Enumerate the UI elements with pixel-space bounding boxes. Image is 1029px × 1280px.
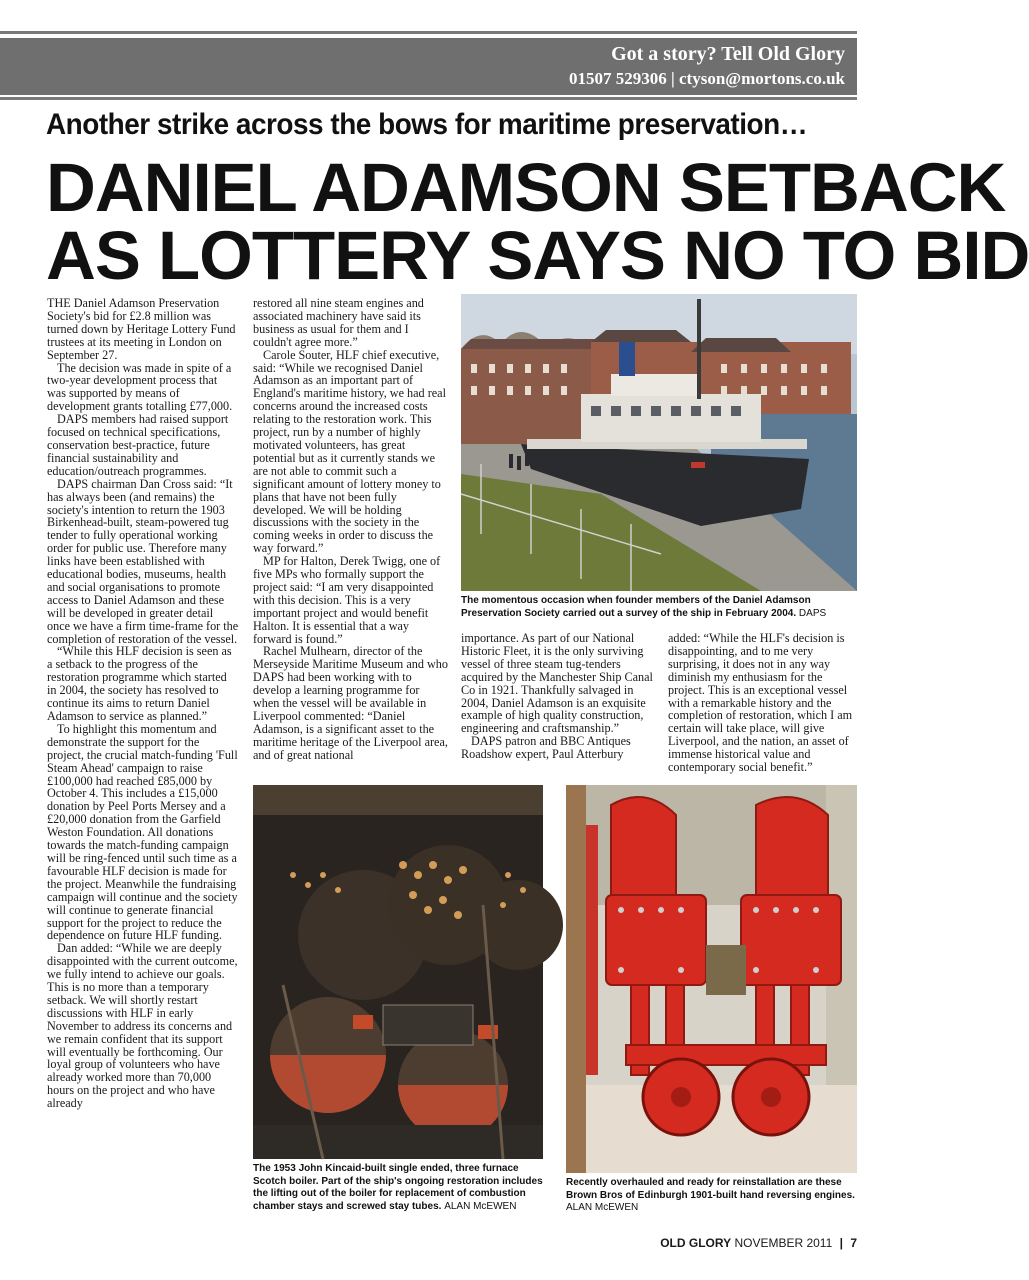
paragraph: MP for Halton, Derek Twigg, one of five MPs who formally support the project said: “I am very disappointed with this decision. This is a very important project and would benefit Halton. It is essential that a way forward is found.” [253, 554, 441, 646]
page-number: 7 [850, 1236, 857, 1250]
paragraph: The decision was made in spite of a two-year development process that was supported by means of development grants totalling £77,000. [47, 360, 233, 414]
headline-line-1: DANIEL ADAMSON SETBACK [46, 149, 1006, 226]
banner-contact[interactable]: 01507 529306 | ctyson@mortons.co.uk [569, 69, 845, 88]
page-footer [660, 1236, 857, 1250]
engines-photo [566, 785, 857, 1173]
article-column-4 [668, 632, 860, 774]
ship-photo-caption [461, 595, 861, 620]
caption-text: Recently overhauled and ready for reinstallation are these Brown Bros of Edinburgh 1901-built hand reversing engines. [566, 1177, 855, 1201]
magazine-name: OLD GLORY [660, 1236, 732, 1250]
paragraph: Rachel Mulhearn, director of the Merseyside Maritime Museum and who DAPS had been working with to develop a learning programme for when the vessel will be available in Liverpool commented: “Daniel Adamson, is a significant asset to the maritime heritage of the Liverpool area, and of great national [253, 644, 448, 762]
paragraph: Dan added: “While we are deeply disappointed with the current outcome, we fully intend to achieve our goals. This is no more than a temporary setback. We will shortly restart discussions with HLF in early November to address its concerns and we remain confident that its support will eventually be forthcoming. Our loyal group of volunteers who have already worked more than 70,000 hours on the project and who have already [47, 941, 238, 1111]
caption-text: The momentous occasion when founder members of the Daniel Adamson Preservation Society carried out a survey of the ship in February 2004. [461, 595, 811, 619]
engines-photo-caption [566, 1177, 858, 1215]
article-column-3 [461, 632, 656, 761]
boiler-illustration [253, 785, 543, 1159]
ship-photo [461, 294, 857, 591]
caption-text: The 1953 John Kincaid-built single ended, three furnace Scotch boiler. Part of the ship's ongoing restoration includes the lifting out of the boiler for replacement of combustion chamber stays and screwed stay tubes. [253, 1163, 543, 1212]
article-column-1 [47, 297, 239, 1110]
footer-separator: | [839, 1236, 843, 1250]
paragraph: “While this HLF decision is seen as a setback to the progress of the restoration programme which started in 2004, the society has resolved to continue its aims to return Daniel Adamson to service as planned.” [47, 644, 232, 723]
article-column-2 [253, 297, 448, 762]
issue-date: NOVEMBER 2011 [734, 1236, 833, 1250]
paragraph: To highlight this momentum and demonstrate the support for the project, the crucial match-funding 'Full Steam Ahead' campaign to raise £100,000 had reached £85,000 by October 4. This includes a £15,000 donation by Peel Ports Mersey and a £20,000 donation from the Garfield Weston Foundation. All donations towards the match-funding campaign will be ring-fenced until such time as a favourable HLF decision is made for the project. Meanwhile the fundraising campaign will continue and the society will continue to generate financial support for the project to reduce the dependence on future HLF funding. [47, 721, 238, 943]
paragraph: added: “While the HLF's decision is disappointing, and to me very surprising, it does not in any way diminish my enthusiasm for the project. This is an exceptional vessel with a remarkable history and the completion of restoration, which I am certain will take place, will give Liverpool, and the nation, an asset of immense historical value and contemporary social benefit.” [668, 631, 853, 775]
paragraph: DAPS patron and BBC Antiques Roadshow expert, Paul Atterbury [461, 734, 631, 762]
headline-line-2: AS LOTTERY SAYS NO TO BID [46, 217, 1029, 294]
boiler-photo-caption [253, 1163, 548, 1213]
paragraph: importance. As part of our National Historic Fleet, it is the only surviving vessel of three steam tug-tenders acquired by the Manchester Ship Canal Co in 1921. Thankfully salvaged in 2004, Daniel Adamson is an exquisite example of high quality construction, engineering and craftsmanship.” [461, 631, 653, 736]
paragraph: THE Daniel Adamson Preservation Society's bid for £2.8 million was turned down by Heritage Lottery Fund trustees at its meeting in London on September 27. [47, 296, 236, 362]
banner-bottom-rule [0, 97, 857, 100]
banner-top-rule [0, 31, 857, 34]
banner-tagline: Got a story? Tell Old Glory [611, 43, 845, 65]
paragraph: DAPS chairman Dan Cross said: “It has always been (and remains) the society's intention to return the 1903 Birkenhead-built, steam-powered tug tender to fully operational working order for public use. Therefore many links have been established with educational bodies, museums, health and social organisations to promote access to Daniel Adamson and these will be developed in greater detail once we have a firm time-frame for the completion of restoration of the vessel. [47, 476, 239, 646]
contact-banner [0, 38, 857, 95]
boiler-photo [253, 785, 543, 1159]
photo-credit: ALAN McEWEN [444, 1200, 517, 1212]
paragraph: DAPS members had raised support focused on technical specifications, conservation best-practice, future financial sustainability and education/outreach programmes. [47, 412, 229, 478]
ship-illustration [461, 294, 857, 591]
photo-credit: ALAN McEWEN [566, 1202, 639, 1213]
photo-credit: DAPS [798, 607, 827, 619]
engines-illustration [566, 785, 857, 1173]
kicker-headline: Another strike across the bows for maritime preservation… [46, 108, 808, 141]
paragraph: Carole Souter, HLF chief executive, said: “While we recognised Daniel Adamson as an important part of England's maritime history, we had real concerns around the increased costs relating to the restoration work. This project, run by a number of highly motivated volunteers, has great potential but as it currently stands we are not able to commit such a significant amount of lottery money to plans that have not been fully developed. We will be holding discussions with the society in the coming weeks in order to discuss the way forward.” [253, 347, 446, 556]
paragraph: restored all nine steam engines and associated machinery have said its business as usual for them and I couldn't agree more.” [253, 296, 424, 349]
